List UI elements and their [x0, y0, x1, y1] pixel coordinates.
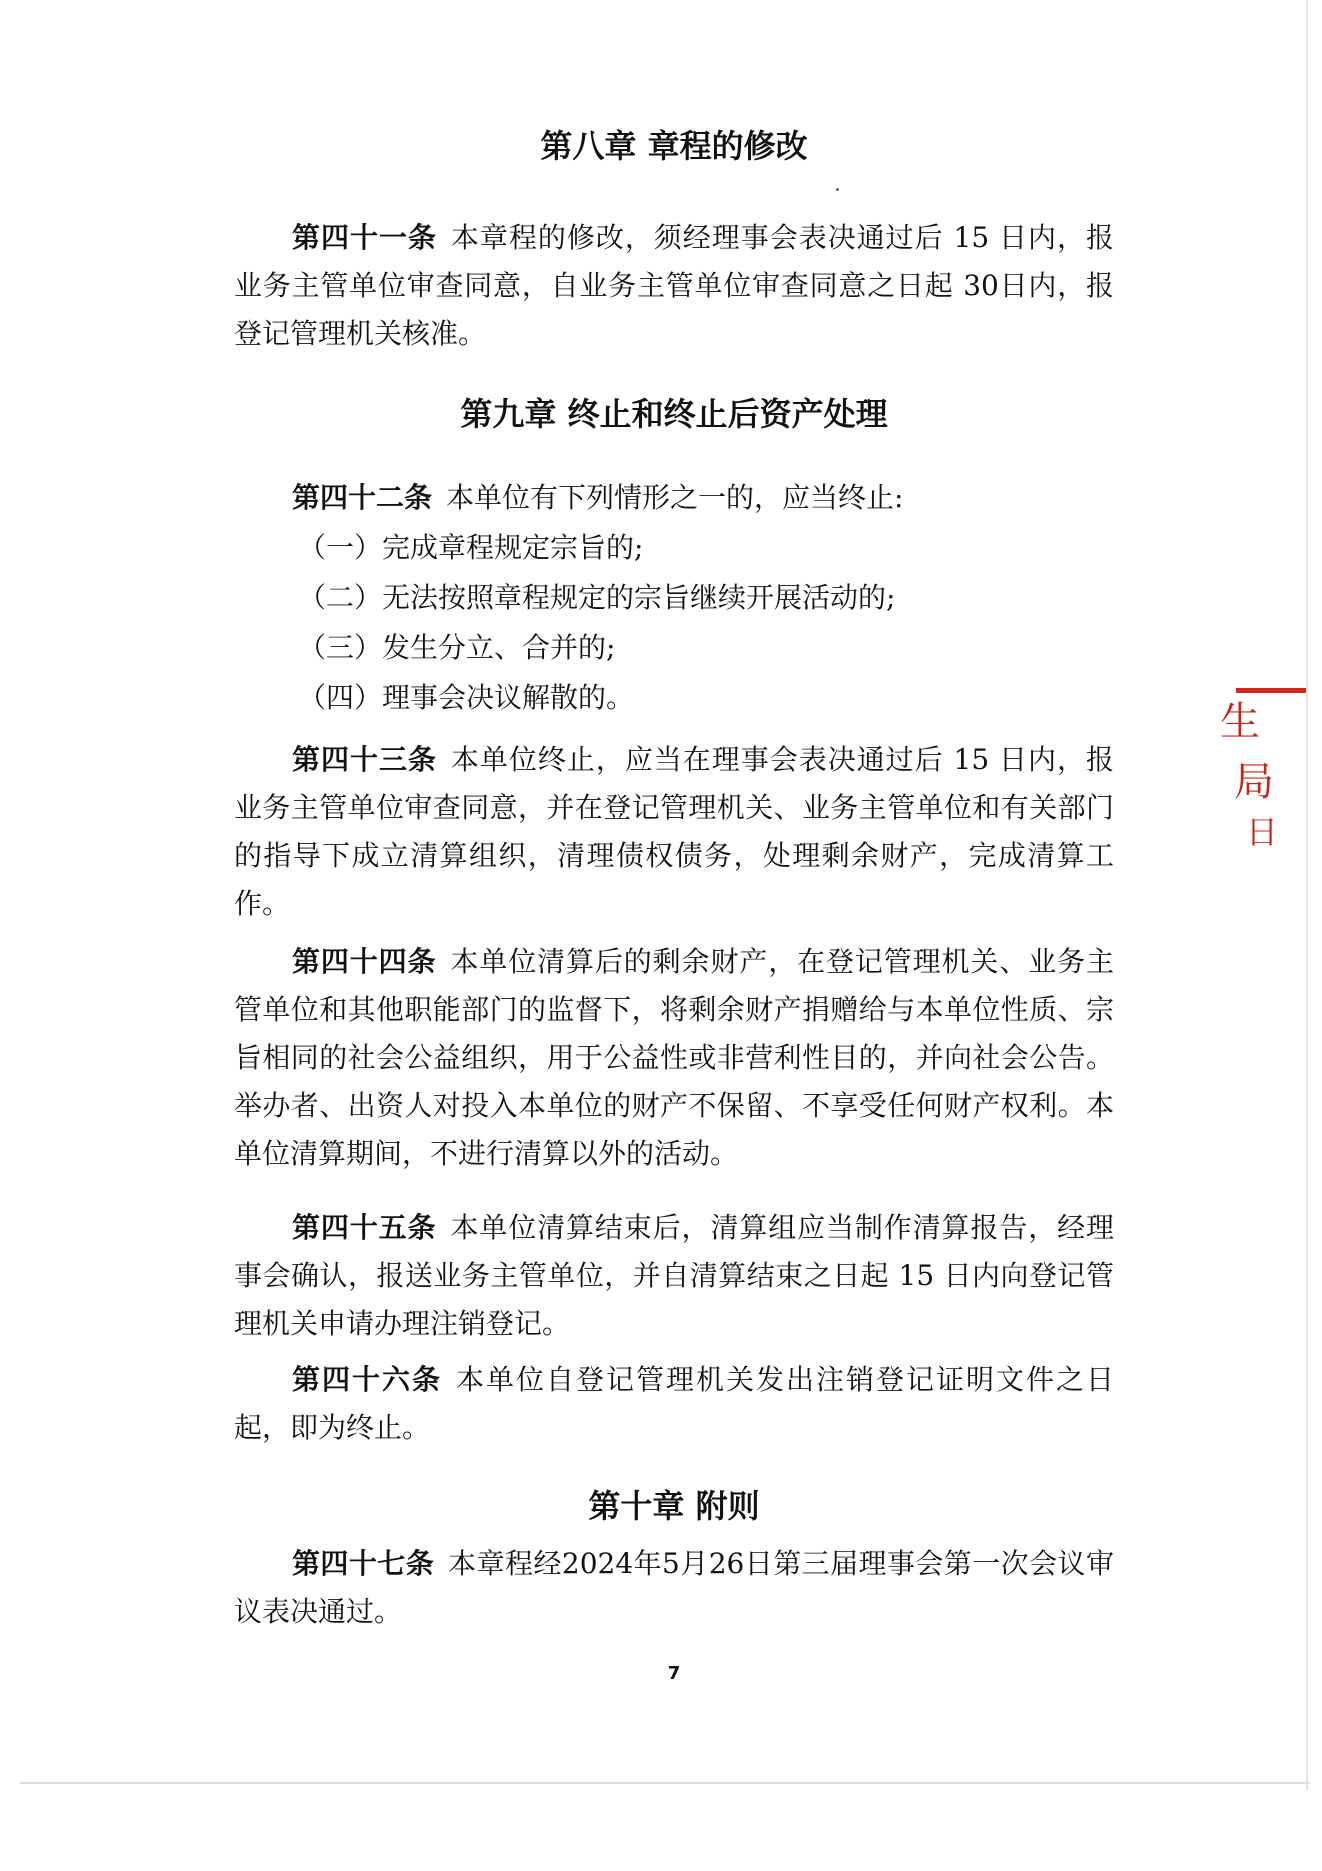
article-45	[234, 1204, 1114, 1348]
article-text: 本单位终止，应当在理事会表决通过后 15 日内，报业务主管单位审查同意，并在登记管理机关、业务主管单位和有关部门的指导下成立清算组织，清理债权债务，处理剩余财产，完成清算工作。	[234, 743, 1114, 920]
article-number: 第四十二条	[292, 481, 433, 514]
article-text: 本单位清算结束后，清算组应当制作清算报告，经理事会确认，报送业务主管单位，并自清算结束之日起 15 日内向登记管理机关申请办理注销登记。	[234, 1211, 1114, 1340]
article-number: 第四十三条	[292, 743, 437, 776]
chapter-title: 第九章 终止和终止后资产处理	[460, 395, 888, 433]
scan-speck	[836, 188, 839, 191]
article-number: 第四十四条	[292, 945, 437, 978]
page-edge	[1306, 0, 1308, 1790]
article-text: 本章程经2024年5月26日第三届理事会第一次会议审议表决通过。	[234, 1547, 1114, 1628]
article-number: 第四十五条	[292, 1211, 437, 1244]
list-item: （四）理事会决议解散的。	[298, 681, 635, 714]
seal-char: 局	[1234, 759, 1274, 805]
chapter-title: 第十章 附则	[588, 1487, 760, 1525]
article-text: 本单位自登记管理机关发出注销登记证明文件之日起，即为终止。	[234, 1363, 1114, 1444]
chapter-title: 第八章 章程的修改	[540, 127, 808, 165]
article-text: 本单位清算后的剩余财产，在登记管理机关、业务主管单位和其他职能部门的监督下，将剩余财产捐赠给与本单位性质、宗旨相同的社会公益组织，用于公益性或非营利性目的，并向社会公告。举办者、出资人对投入本单位的财产不保留、不享受任何财产权利。本单位清算期间，不进行清算以外的活动。	[234, 945, 1114, 1170]
article-text: 本单位有下列情形之一的，应当终止:	[446, 481, 904, 514]
article-46	[234, 1356, 1114, 1452]
article-43	[234, 736, 1114, 928]
seal-char: 生	[1220, 699, 1260, 745]
article-number: 第四十六条	[292, 1363, 442, 1396]
official-seal-fragment	[1218, 688, 1306, 864]
article-41	[234, 214, 1114, 358]
article-text: 本章程的修改，须经理事会表决通过后 15 日内，报业务主管单位审查同意，自业务主管单位审查同意之日起 30日内，报登记管理机关核准。	[234, 221, 1114, 350]
list-item: （三）发生分立、合并的;	[298, 631, 616, 664]
page-number: 7	[667, 1663, 681, 1684]
page-edge	[20, 1782, 1310, 1784]
article-44	[234, 938, 1114, 1178]
article-42	[234, 474, 1114, 522]
article-number: 第四十七条	[292, 1547, 435, 1580]
seal-char: 日	[1246, 813, 1279, 851]
article-47	[234, 1540, 1114, 1636]
list-item: （二）无法按照章程规定的宗旨继续开展活动的;	[298, 581, 896, 614]
list-item: （一）完成章程规定宗旨的;	[298, 531, 644, 564]
article-number: 第四十一条	[292, 221, 437, 254]
